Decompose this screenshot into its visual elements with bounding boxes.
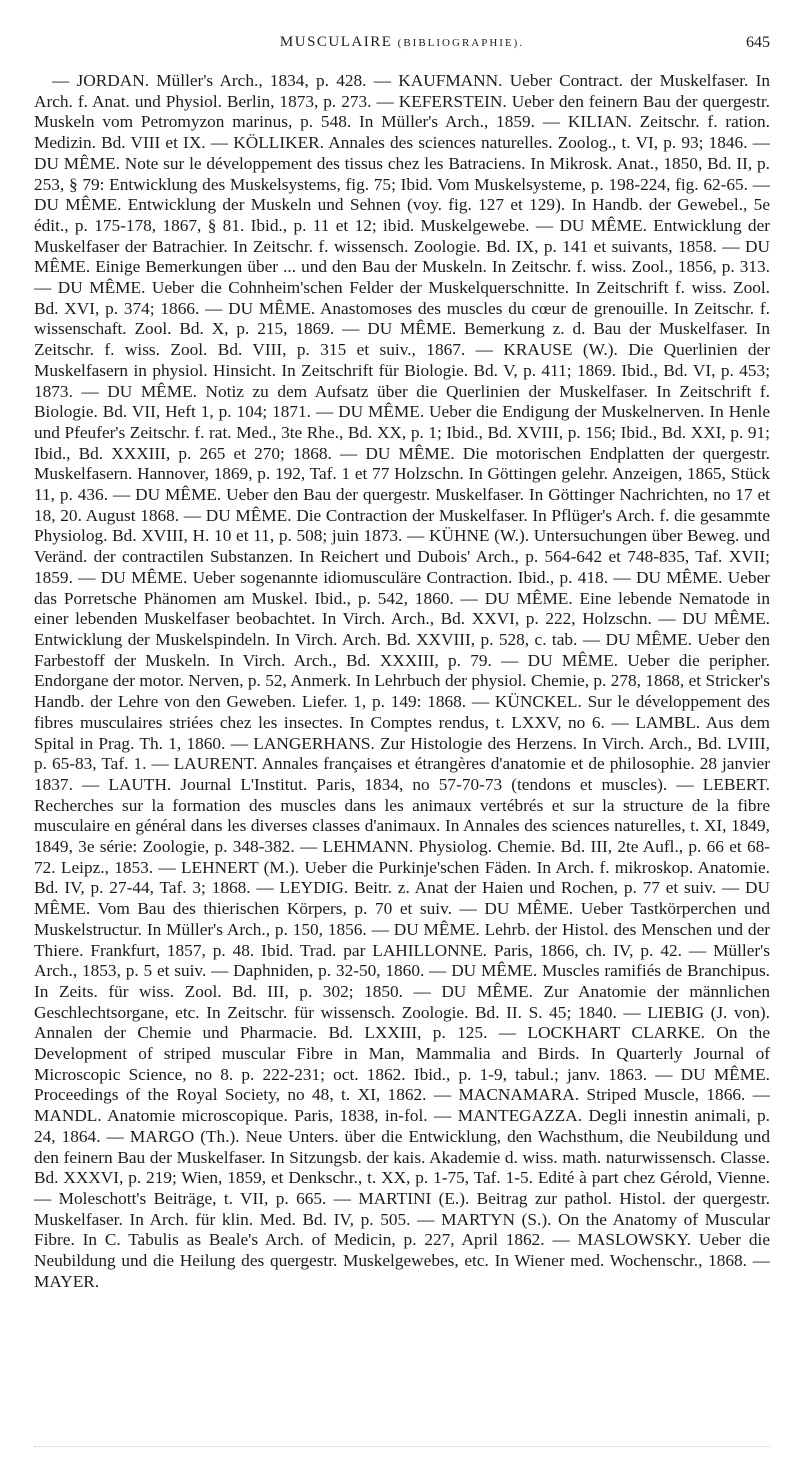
bibliography-paragraph: — JORDAN. Müller's Arch., 1834, p. 428. — KAUFMANN. Ueber Contract. der Muskelfaser. In Arch. f. Anat. und Physiol. Berlin, 1873, p. 273. — KEFERSTEIN. Ueber den feinern Bau der quergestr. Muskeln vom Petromyzon marinus, p. 548. In Müller's Arch., 1859. — KILIAN. Zeitschr. f. ration. Medizin. Bd. VIII et IX. — KÖLLIKER. Annales des sciences naturelles. Zoolog., t. VI, p. 93; 1846. — DU MÊME. Note sur le développement des tissus chez les Batraciens. In Mikrosk. Anat., 1850, Bd. II, p. 253, § 79: Entwicklung des Muskelsystems, fig. 75; Ibid. Vom Muskelsysteme, p. 198-224, fig. 62-65. — DU MÊME. Entwicklung der Muskeln und Sehnen (voy. fig. 127 et 129). In Handb. der Gewebel., 5e édit., p. 175-178, 1867, § 81. Ibid., p. 11 et 12; ibid. Muskelgewebe. — DU MÊME. Entwicklung der Muskelfaser der Batrachier. In Zeitschr. f. wissensch. Zoologie. Bd. IX, p. 141 et suivants, 1858. — DU MÊME. Einige Bemerkungen über ... und den Bau der Muskeln. In Zeitschr. f. wiss. Zool., 1856, p. 313. — DU MÊME. Ueber die Cohnheim'schen Felder der Muskelquerschnitte. In Zeitschrift f. wiss. Zool. Bd. XVI, p. 374; 1866. — DU MÊME. Anastomoses des muscles du cœur de grenouille. In Zeitschr. f. wissenschaft. Zool. Bd. X, p. 215, 1869. — DU MÊME. Bemerkung z. d. Bau der Muskelfaser. In Zeitschr. f. wiss. Zool. Bd. VIII, p. 315 et suiv., 1867. — KRAUSE (W.). Die Querlinien der Muskelfasern in physiol. Hinsicht. In Zeitschrift für Biologie. Bd. V, p. 411; 1869. Ibid., Bd. VI, p. 453; 1873. — DU MÊME. Notiz zu dem Aufsatz über die Querlinien der Muskelfaser. In Zeitschrift f. Biologie. Bd. VII, Heft 1, p. 104; 1871. — DU MÊME. Ueber die Endigung der Muskelnerven. In Henle und Pfeufer's Zeitschr. f. rat. Med., 3te Rhe., Bd. XX, p. 1; Ibid., Bd. XVIII, p. 156; Ibid., Bd. XXI, p. 91; Ibid., Bd. XXXIII, p. 265 et 270; 1868. — DU MÊME. Die motorischen Endplatten der quergestr. Muskelfasern. Hannover, 1869, p. 192, Taf. 1 et 77 Holzschn. In Göttingen gelehr. Anzeigen, 1865, Stück 11, p. 436. — DU MÊME. Ueber den Bau der quergestr. Muskelfaser. In Göttinger Nachrichten, no 17 et 18, 20. August 1868. — DU MÊME. Die Contraction der Muskelfaser. In Pflüger's Arch. f. die gesammte Physiolog. Bd. XVIII, H. 10 et 11, p. 508; juin 1873. — KÜHNE (W.). Untersuchungen über Beweg. und Veränd. der contractilen Substanzen. In Reichert und Dubois' Arch., p. 564-642 et 748-835, Taf. XVII; 1859. — DU MÊME. Ueber sogenannte idiomusculäre Contraction. Ibid., p. 418. — DU MÊME. Ueber das Porretsche Phänomen am Muskel. Ibid., p. 542, 1860. — DU MÊME. Eine lebende Nematode in einer lebenden Muskelfaser beobachtet. In Virch. Arch., Bd. XXVI, p. 222, Holzschn. — DU MÊME. Entwicklung der Muskelspindeln. In Virch. Arch. Bd. XXVIII, p. 528, c. tab. — DU MÊME. Ueber den Farbestoff der Muskeln. In Virch. Arch., Bd. XXXIII, p. 79. — DU MÊME. Ueber die peripher. Endorgane der motor. Nerven, p. 52, Anmerk. In Lehrbuch der physiol. Chemie, p. 278, 1868, et Stricker's Handb. der Lehre von den Geweben. Liefer. 1, p. 149: 1868. — KÜNCKEL. Sur le développement des fibres musculaires striées chez les insectes. In Comptes rendus, t. LXXV, no 6. — LAMBL. Aus dem Spital in Prag. Th. 1, 1860. — LANGERHANS. Zur Histologie des Herzens. In Virch. Arch., Bd. LVIII, p. 65-83, Taf. 1. — LAURENT. Annales françaises et étrangères d'anatomie et de philosophie. 28 janvier 1837. — LAUTH. Journal L'Institut. Paris, 1834, no 57-70-73 (tendons et muscles). — LEBERT. Recherches sur la formation des muscles dans les animaux vertébrés et sur la structure de la fibre musculaire en général dans les diverses classes d'animaux. In Annales des sciences naturelles, t. XI, 1849, 1849, 3e série: Zoologie, p. 348-382. — LEHMANN. Physiolog. Chemie. Bd. III, 2te Aufl., p. 66 et 68-72. Leipz., 1853. — LEHNERT (M.). Ueber die Purkinje'schen Fäden. In Arch. f. mikroskop. Anatomie. Bd. IV, p. 27-44, Taf. 3; 1868. — LEYDIG. Beitr. z. Anat der Haien und Rochen, p. 77 et suiv. — DU MÊME. Vom Bau des thierischen Körpers, p. 70 et suiv. — DU MÊME. Ueber Tastkörperchen und Muskelstructur. In Müller's Arch., p. 150, 1856. — DU MÊME. Lehrb. der Histol. des Menschen und der Thiere. Frankfurt, 1857, p. 48. Ibid. Trad. par LAHILLONNE. Paris, 1866, ch. IV, p. 42. — Müller's Arch., 1853, p. 5 et suiv. — Daphniden, p. 32-50, 1860. — DU MÊME. Muscles ramifiés de Branchipus. In Zeits. für wiss. Zool. Bd. III, p. 302; 1850. — DU MÊME. Zur Anatomie der männlichen Geschlechtsorgane, etc. In Zeitschr. für wissensch. Zoologie. Bd. II. S. 45; 1840. — LIEBIG (J. von). Annalen der Chemie und Pharmacie. Bd. LXXIII, p. 125. — LOCKHART CLARKE. On the Development of striped muscular Fibre in Man, Mammalia and Birds. In Quarterly Journal of Microscopic Science, no 8. p. 222-231; oct. 1862. Ibid., p. 1-9, tabul.; janv. 1863. — DU MÊME. Proceedings of the Royal Society, no 48, t. XI, 1862. — MACNAMARA. Striped Muscle, 1866. — MANDL. Anatomie microscopique. Paris, 1838, in-fol. — MANTEGAZZA. Degli innestin animali, p. 24, 1864. — MARGO (Th.). Neue Unters. über die Entwicklung, den Wachsthum, die Neubildung und den feinern Bau der Muskelfaser. In Sitzungsb. der kais. Akademie d. wiss. math. naturwissensch. Classe. Bd. XXXVI, p. 219; Wien, 1859, et Denkschr., t. XX, p. 1-75, Taf. 1-5. Edité à part chez Gérold, Vienne. — Moleschott's Beiträge, t. VII, p. 665. — MARTINI (E.). Beitrag zur pathol. Histol. der quergestr. Muskelfaser. In Arch. für klin. Med. Bd. IV, p. 505. — MARTYN (S.). On the Anatomy of Muscular Fibre. In C. Tabulis as Beale's Arch. of Medicin, p. 227, April 1862. — MASLOWSKY. Ueber die Neubildung und die Heilung des quergestr. Muskelgewebes, etc. In Wiener med. Wochenschr., 1868. — MAYER. [34,71,770,1291]
running-title [34,34,770,51]
page-header [34,34,770,58]
bibliography-text [34,71,770,1406]
page-number: 645 [746,34,770,51]
running-title-main: MUSCULAIRE [279,34,393,50]
running-title-subtitle: (BIBLIOGRAPHIE). [397,37,525,49]
bottom-edge-rule [34,1446,770,1449]
